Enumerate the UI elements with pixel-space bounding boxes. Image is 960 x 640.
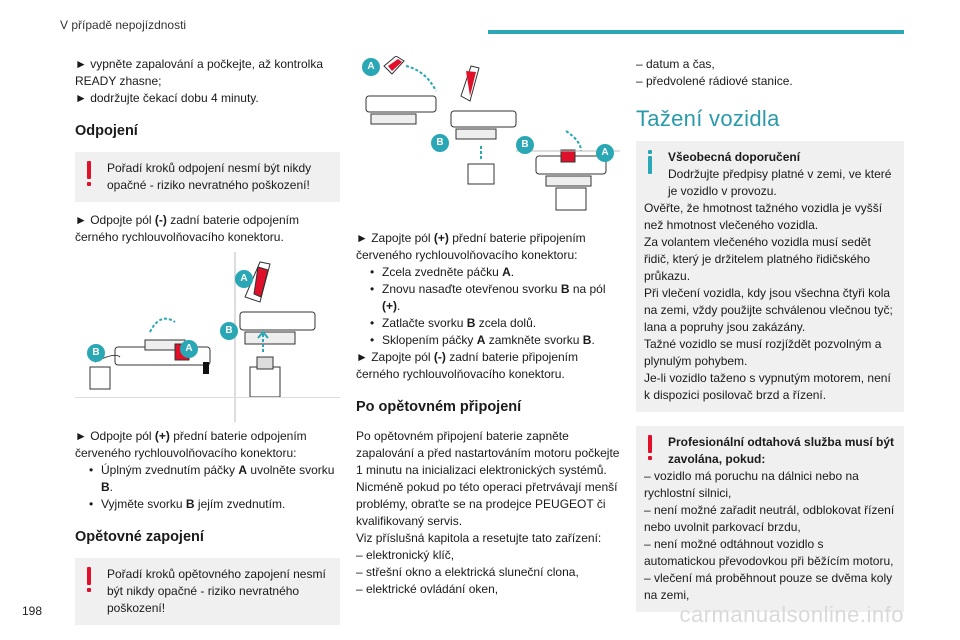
label-a: A (596, 144, 614, 162)
info-text: Je-li vozidlo taženo s vypnutým motorem, není k dispozici posilovač brzd a řízení. (644, 371, 891, 402)
paragraph: ► Zapojte pól (-) zadní baterie připojením černého rychlouvolňovacího konektoru. (356, 350, 578, 381)
info-text: Ověřte, že hmotnost tažného vozidla je vyšší než hmotnost vlečeného vozidla. (644, 201, 883, 232)
dash-item: – vlečení má proběhnout pouze se dvěma koly na zemi, (644, 571, 893, 602)
heading-po-pripojeni: Po opětovném připojení (356, 399, 522, 415)
paragraph: Viz příslušná kapitola a resetujte tato zařízení: (356, 531, 602, 545)
illustration-disconnect (75, 252, 340, 422)
column-right (636, 56, 904, 622)
info-text: Za volantem vlečeného vozidla musí sedět řidič, který je držitelem platného řidičského průkazu. (644, 235, 871, 283)
page-number: 198 (22, 604, 43, 618)
list-item: • Znovu nasaďte otevřenou svorku B na pól (+). (370, 281, 620, 315)
dash-item: – není možné zařadit neutrál, odblokovat řízení nebo uvolnit parkovací brzdu, (644, 503, 895, 534)
warning-icon (648, 435, 652, 453)
step-list (356, 264, 620, 349)
label-b: B (87, 344, 105, 362)
heading-zapojeni: Opětovné zapojení (75, 529, 204, 545)
dash-item: – datum a čas, (636, 57, 715, 71)
warning-box (636, 426, 904, 612)
header-accent-bar (488, 30, 904, 34)
list-item: • Úplným zvednutím páčky A uvolněte svorku B. (89, 462, 340, 496)
dash-item: – vozidlo má poruchu na dálnici nebo na rychlostní silnici, (644, 469, 859, 500)
list-item: • Vyjměte svorku B jejím zvednutím. (89, 496, 340, 513)
info-title: Všeobecná doporučení (668, 150, 801, 164)
warning-icon (87, 161, 91, 179)
section-title: V případě nepojízdnosti (60, 18, 187, 32)
paragraph: ► Odpojte pól (-) zadní baterie odpojením černého rychlouvolňovacího konektoru. (75, 213, 300, 244)
illustration-reconnect (356, 56, 620, 216)
list-item: • Zatlačte svorku B zcela dolů. (370, 315, 620, 332)
info-icon-dot (648, 150, 652, 154)
label-b: B (431, 134, 449, 152)
paragraph: ► vypněte zapalování a počkejte, až kontrolka READY zhasne; (75, 57, 324, 88)
info-box (636, 141, 904, 412)
warning-title: Profesionální odtahová služba musí být zavolána, pokud: (668, 435, 895, 466)
label-a: A (180, 340, 198, 358)
dash-item: – není možné odtáhnout vozidlo s automatickou převodovkou při běžícím motoru, (644, 537, 894, 568)
step-list (75, 462, 340, 513)
info-icon (648, 156, 652, 174)
warning-box (75, 558, 340, 625)
warning-text: Pořadí kroků opětovného zapojení nesmí být nikdy opačné - riziko nevratného poškození! (107, 567, 326, 615)
warning-icon-dot (648, 456, 652, 460)
warning-box (75, 152, 340, 202)
warning-icon (87, 567, 91, 585)
label-b: B (516, 136, 534, 154)
battery-terminal-illustration (75, 252, 340, 422)
label-b: B (220, 322, 238, 340)
warning-icon-dot (87, 588, 91, 592)
heading-odpojeni: Odpojení (75, 123, 138, 139)
dash-item: – elektronický klíč, (356, 548, 455, 562)
info-text: Při vlečení vozidla, kdy jsou všechna čtyři kola na zemi, vždy použijte schválenou vlečnou tyč; lana a popruhy jsou zakázány. (644, 286, 893, 334)
battery-terminal-illustration (356, 56, 620, 216)
column-left (75, 56, 340, 635)
info-text: Tažné vozidlo se musí rozjíždět pozvolným a plynulým pohybem. (644, 337, 882, 368)
dash-item: – předvolené rádiové stanice. (636, 74, 793, 88)
warning-text: Pořadí kroků odpojení nesmí být nikdy opačné - riziko nevratného poškození! (107, 161, 312, 192)
watermark: carmanualsonline.info (679, 602, 904, 627)
paragraph: Nicméně pokud po této operaci přetrvávají menší problémy, obraťte se na prodejce PEUGEOT či kvalifikovaný servis. (356, 480, 618, 528)
paragraph: ► Odpojte pól (+) přední baterie odpojením červeného rychlouvolňovacího konektoru: (75, 429, 307, 460)
paragraph: Po opětovném připojení baterie zapněte zapalování a před nastartováním motoru počkejte 1 minutu na inicializaci elektronických systémů. (356, 429, 620, 477)
dash-item: – elektrické ovládání oken, (356, 582, 499, 596)
info-text: Dodržujte předpisy platné v zemi, ve které je vozidlo v provozu. (668, 167, 892, 198)
label-a: A (235, 270, 253, 288)
column-middle (356, 56, 620, 598)
warning-icon-dot (87, 182, 91, 186)
paragraph: ► Zapojte pól (+) přední baterie připojením červeného rychlouvolňovacího konektoru: (356, 231, 586, 262)
label-a: A (362, 58, 380, 76)
paragraph: ► dodržujte čekací dobu 4 minuty. (75, 91, 259, 105)
heading-tazeni: Tažení vozidla (636, 106, 780, 131)
list-item: • Sklopením páčky A zamkněte svorku B. (370, 332, 620, 349)
list-item: • Zcela zvedněte páčku A. (370, 264, 620, 281)
dash-item: – střešní okno a elektrická sluneční clona, (356, 565, 579, 579)
